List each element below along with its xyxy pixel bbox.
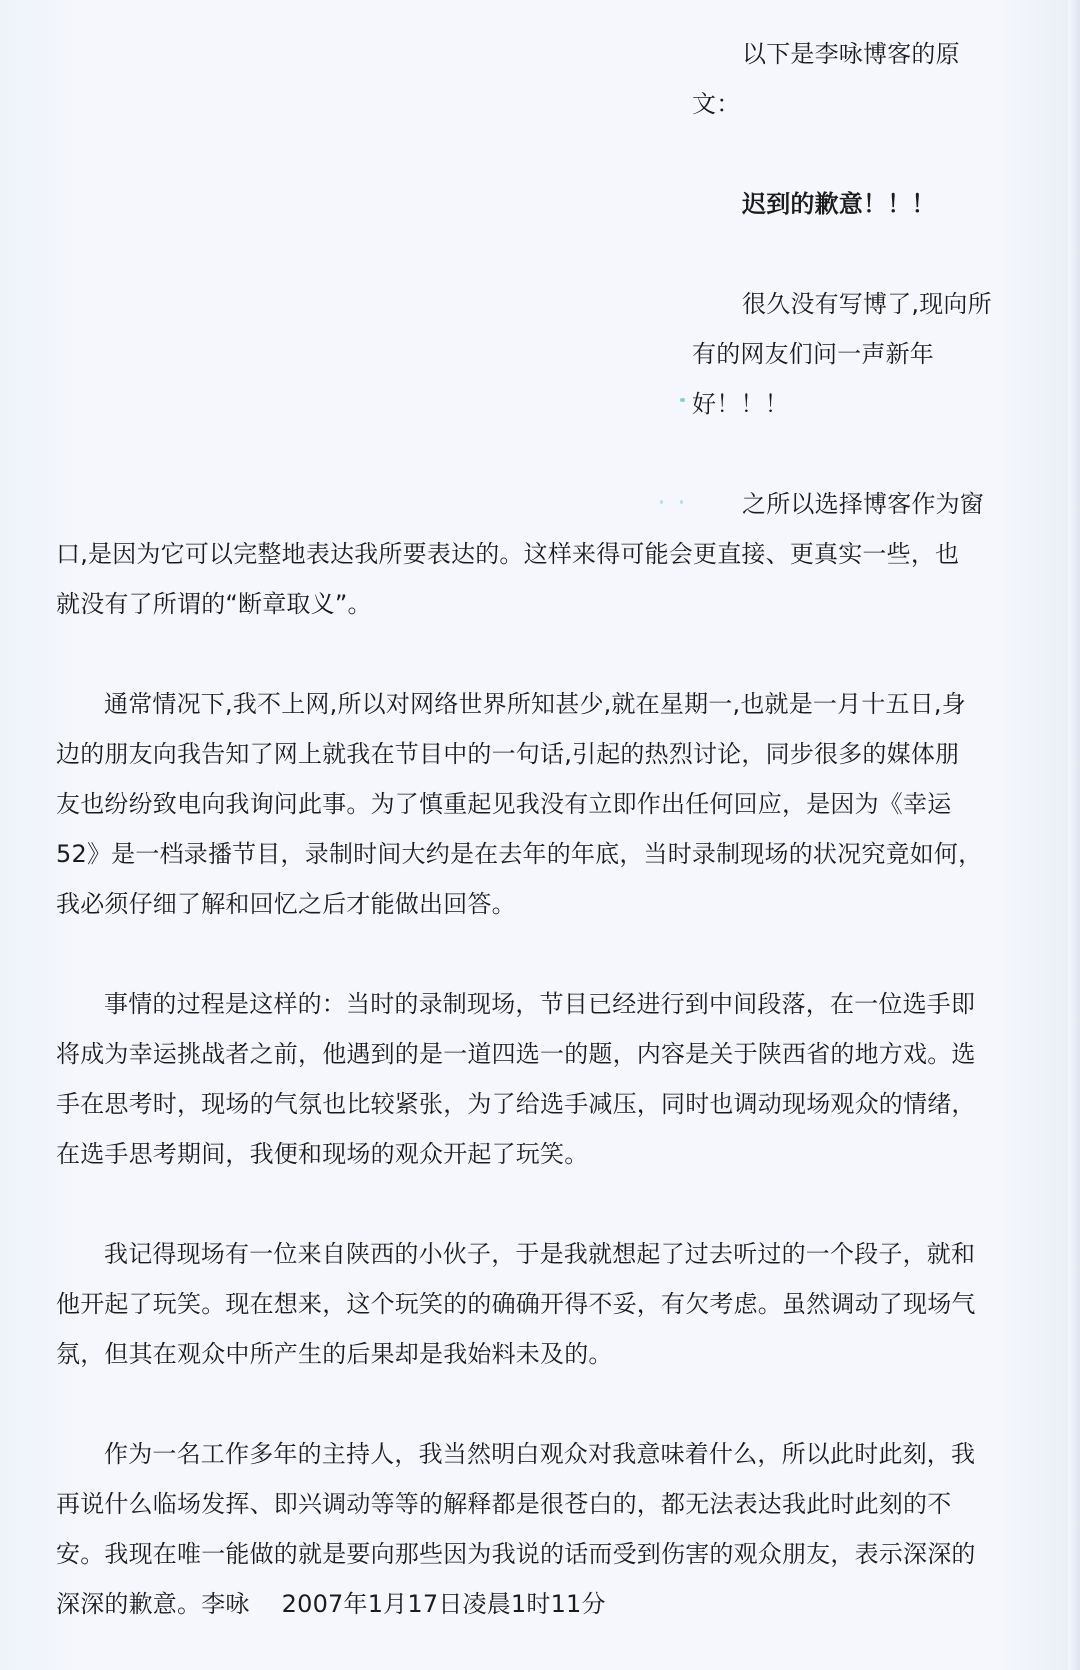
paragraph-line: 他开起了玩笑。现在想来，这个玩笑的的确确开得不妥，有欠考虑。虽然调动了现场气 <box>56 1290 976 1318</box>
paragraph-line signature-line: 深深的歉意。李咏 2007年1月17日凌晨1时11分 <box>56 1590 606 1618</box>
teal-mark <box>680 500 683 504</box>
paragraph-line: 作为一名工作多年的主持人，我当然明白观众对我意味着什么，所以此时此刻，我 <box>104 1440 976 1468</box>
intro-line: 以下是李咏博客的原 <box>742 40 960 68</box>
paragraph-line: 将成为幸运挑战者之前，他遇到的是一道四选一的题，内容是关于陕西省的地方戏。选 <box>56 1040 976 1068</box>
teal-mark <box>660 500 663 504</box>
paragraph-line: 我记得现场有一位来自陕西的小伙子，于是我就想起了过去听过的一个段子，就和 <box>104 1240 976 1268</box>
paragraph-line: 事情的过程是这样的：当时的录制现场，节目已经进行到中间段落，在一位选手即 <box>104 990 976 1018</box>
intro-line: 文： <box>692 90 741 118</box>
greeting-line: 有的网友们问一声新年 <box>692 340 934 368</box>
paragraph-line: 口,是因为它可以完整地表达我所要表达的。这样来得可能会更直接、更真实一些，也 <box>56 540 960 568</box>
paragraph-line: 之所以选择博客作为窗 <box>742 490 984 518</box>
paragraph-line: 我必须仔细了解和回忆之后才能做出回答。 <box>56 890 516 918</box>
post-title: 迟到的歉意！！！ <box>742 190 936 218</box>
teal-mark <box>680 398 685 402</box>
paragraph-line: 安。我现在唯一能做的就是要向那些因为我说的话而受到伤害的观众朋友，表示深深的 <box>56 1540 976 1568</box>
paragraph-line: 友也纷纷致电向我询问此事。为了慎重起见我没有立即作出任何回应，是因为《幸运 <box>56 790 952 818</box>
paragraph-line: 在选手思考期间，我便和现场的观众开起了玩笑。 <box>56 1140 589 1168</box>
paragraph-line: 就没有了所谓的“断章取义”。 <box>56 590 372 618</box>
paragraph-line: 52》是一档录播节目，录制时间大约是在去年的年底，当时录制现场的状况究竟如何， <box>56 840 983 868</box>
greeting-line: 好！！！ <box>692 390 789 418</box>
paragraph-line: 边的朋友向我告知了网上就我在节目中的一句话,引起的热烈讨论，同步很多的媒体朋 <box>56 740 960 768</box>
paragraph-line: 氛，但其在观众中所产生的后果却是我始料未及的。 <box>56 1340 613 1368</box>
paragraph-line: 通常情况下,我不上网,所以对网络世界所知甚少,就在星期一,也就是一月十五日,身 <box>104 690 966 718</box>
paragraph-line: 再说什么临场发挥、即兴调动等等的解释都是很苍白的，都无法表达我此时此刻的不 <box>56 1490 952 1518</box>
page-edge <box>1068 0 1080 1670</box>
greeting-line: 很久没有写博了,现向所 <box>742 290 992 318</box>
paragraph-line: 手在思考时，现场的气氛也比较紧张，为了给选手减压，同时也调动现场观众的情绪， <box>56 1090 976 1118</box>
